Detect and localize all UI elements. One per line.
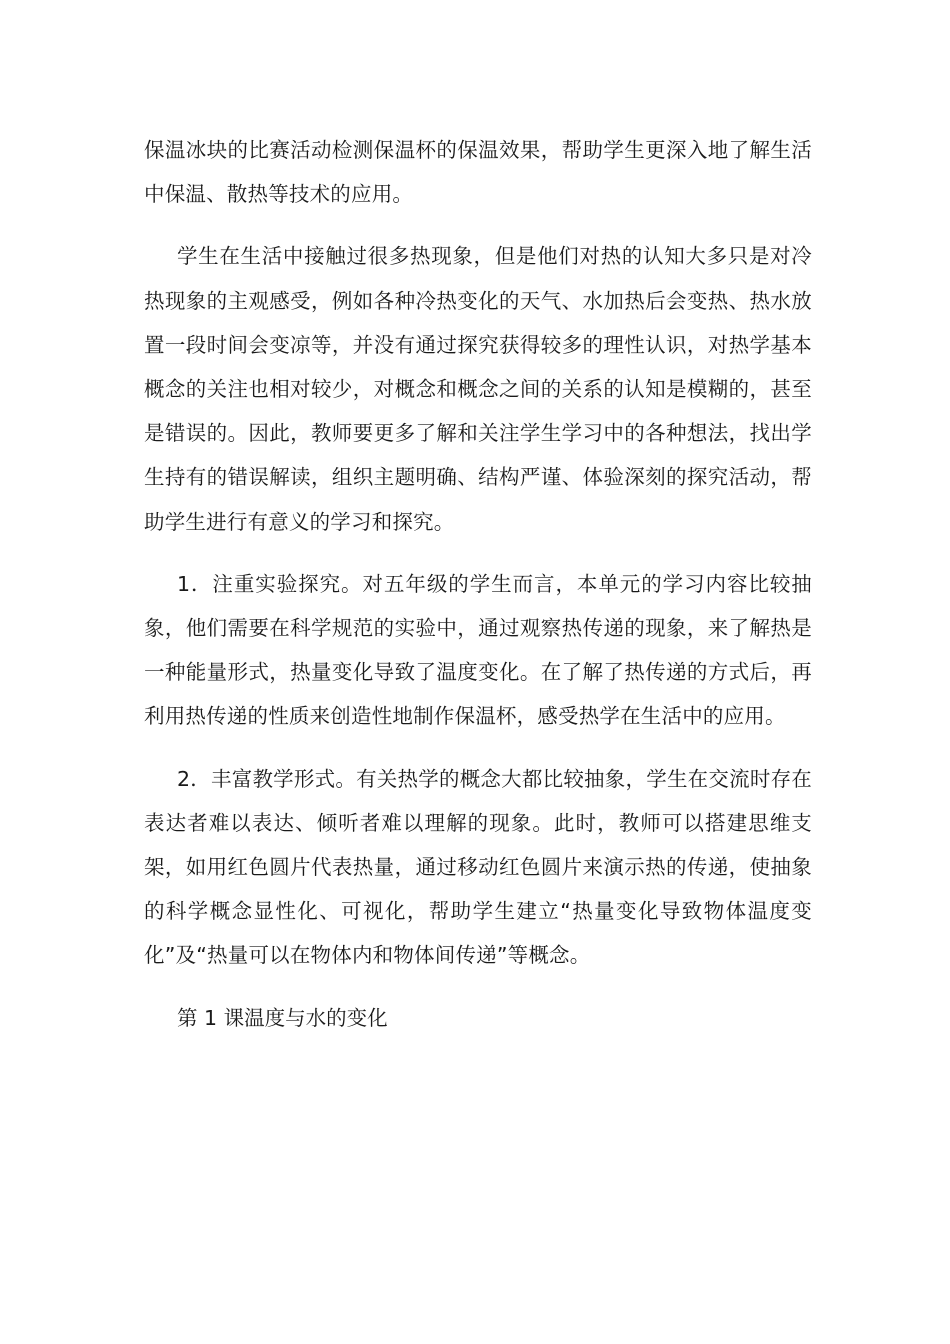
lesson-heading: 第 1 课温度与水的变化 (177, 1005, 388, 1030)
document-page (144, 128, 812, 1060)
paragraph-point-2: 2．丰富教学形式。有关热学的概念大都比较抽象，学生在交流时存在表达者难以表达、倾听者难以理解的现象。此时，教师可以搭建思维支架，如用红色圆片代表热量，通过移动红色圆片来演示热的传递，使抽象的科学概念显性化、可视化，帮助学生建立“热量变化导致物体温度变化”及“热量可以在物体内和物体间传递”等概念。 (144, 766, 812, 968)
paragraph-point-1: 1．注重实验探究。对五年级的学生而言，本单元的学习内容比较抽象，他们需要在科学规范的实验中，通过观察热传递的现象，来了解热是一种能量形式，热量变化导致了温度变化。在了解了热传递的方式后，再利用热传递的性质来创造性地制作保温杯，感受热学在生活中的应用。 (144, 571, 812, 729)
paragraph-continuation: 保温冰块的比赛活动检测保温杯的保温效果，帮助学生更深入地了解生活中保温、散热等技术的应用。 (144, 138, 812, 207)
paragraph-student-understanding: 学生在生活中接触过很多热现象，但是他们对热的认知大多只是对冷热现象的主观感受，例如各种冷热变化的天气、水加热后会变热、热水放置一段时间会变凉等，并没有通过探究获得较多的理性认识，对热学基本概念的关注也相对较少，对概念和概念之间的关系的认知是模糊的，甚至是错误的。因此，教师要更多了解和关注学生学习中的各种想法，找出学生持有的错误解读，组织主题明确、结构严谨、体验深刻的探究活动，帮助学生进行有意义的学习和探究。 (144, 244, 812, 534)
